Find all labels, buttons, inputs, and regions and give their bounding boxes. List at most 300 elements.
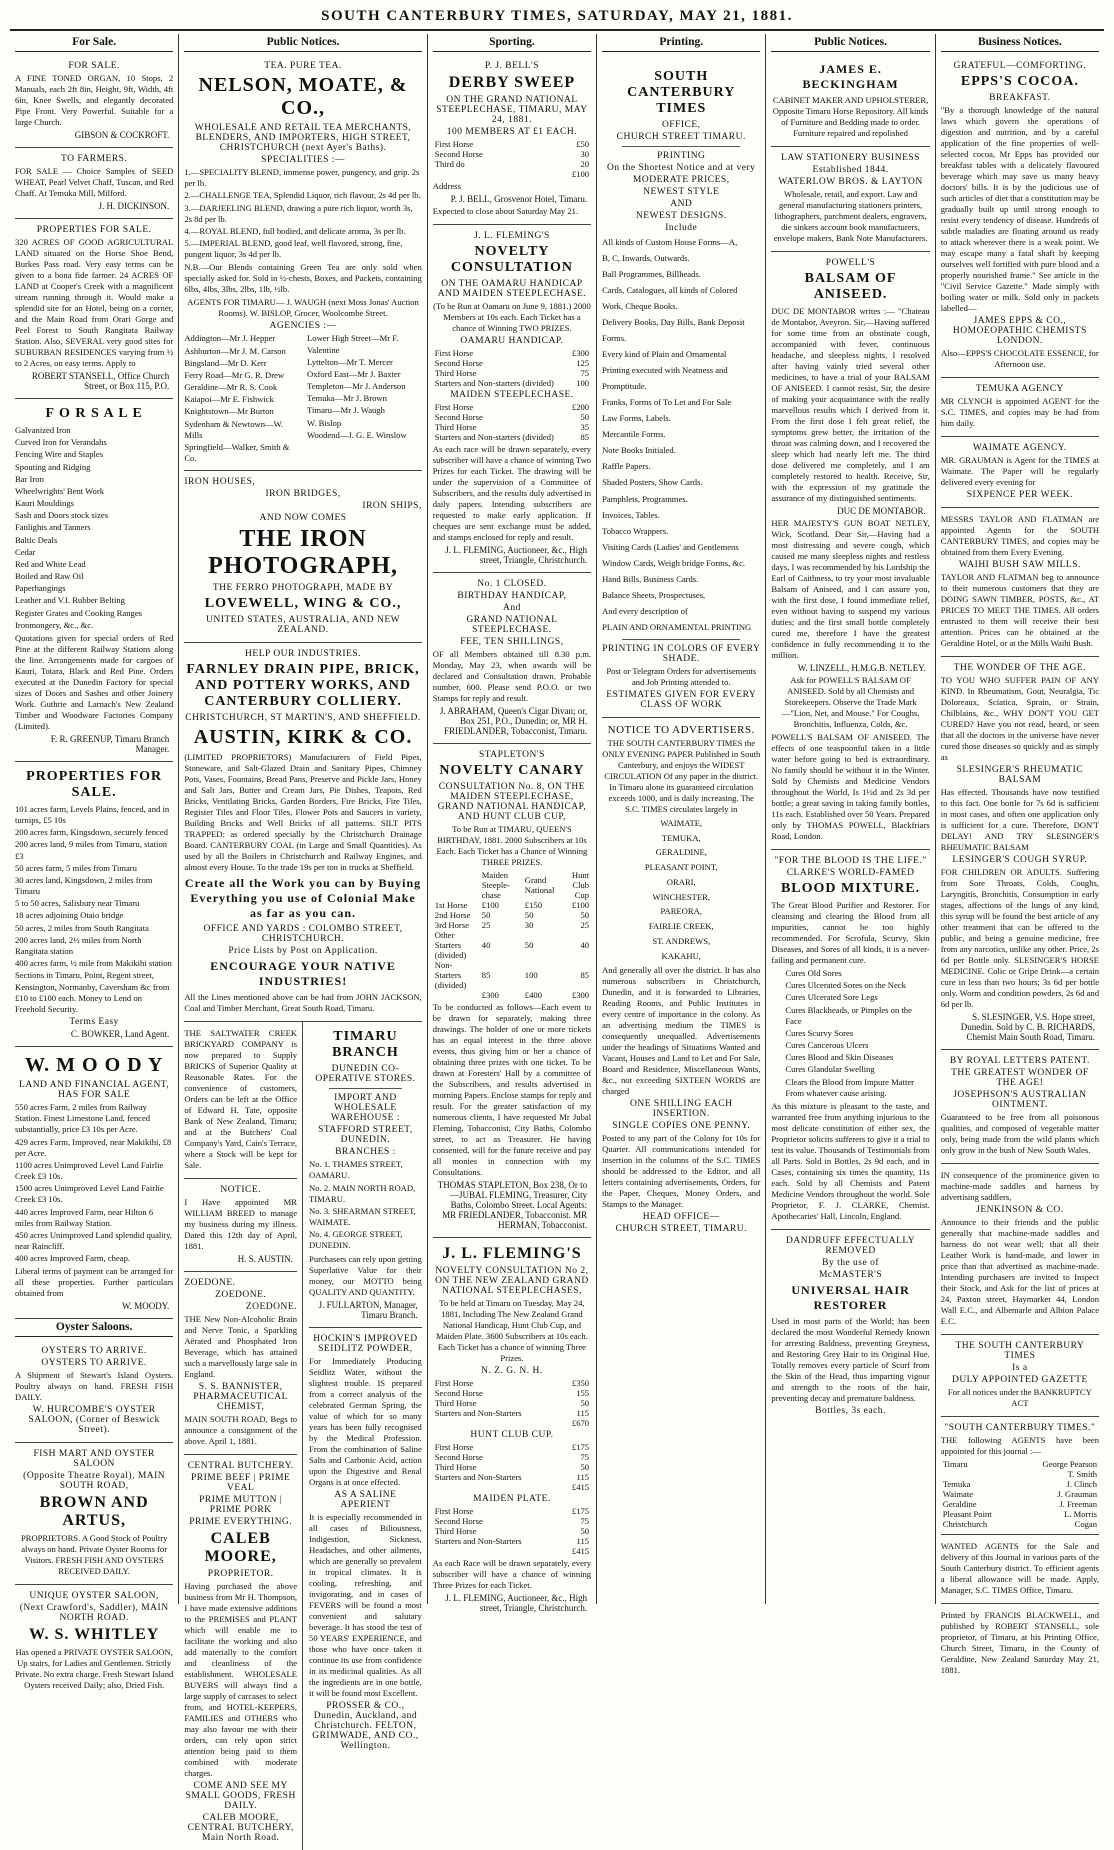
ad-title: TIMARU BRANCH (332, 1029, 399, 1061)
table-cell: £175 (571, 1442, 590, 1452)
list-item: TEMUKA, (661, 832, 701, 843)
table-row (433, 960, 591, 990)
ad-line: ESTIMATES GIVEN FOR EVERY CLASS OF WORK (606, 689, 757, 710)
ad-text: I Have appointed MR WILLIAM BREED to manage my business during my illness. Dated this 12th day of April, 1881. (184, 1197, 298, 1252)
ad-line: BRANCHES : (335, 1147, 396, 1158)
table-row (433, 402, 591, 412)
ad-signature: W. HURCOMBE'S OYSTER SALOON, (Corner of Beswick Street). (28, 1405, 160, 1436)
list-item: 1.—SPECIALITY BLEND, immense power, pungency, and grip. 2s per lb. (184, 167, 420, 189)
ad-text: Wholesale, retail, and export. Law and general manufacturing stationers printers, lithographers, parchment dealers, engravers, die sinkers account book manufacturers, envelope makers, Bank Note Manufacturers. (773, 189, 928, 243)
ad-signature: H. S. AUSTIN. (237, 1254, 294, 1265)
ad-line: Include (665, 223, 698, 233)
ad-agents: AGENTS FOR TIMARU— J. WAUGH (next Moss Jonas' Auction Rooms). W. BISLOP, Grocer, Woolcombe Street. (187, 297, 419, 319)
list-item: Oxford East—Mr J. Baxter (307, 368, 401, 379)
ad-text: Used in most parts of the World; has been declared the most Wonderful Remedy known for arresting Baldness, preventing Greyness, and Restoring Grey Hair to its Original Hue. Totally removes every particle of Scurf from the Skin of the Head, thus imparting vigour and strength to the roots of the hair, preventing decay and premature baldness. (771, 1315, 930, 1403)
table-cell (433, 1546, 561, 1556)
ad-gazette (941, 1335, 1099, 1417)
table-cell: First Horse (434, 1378, 474, 1388)
ad-text: MR CLYNCH is appointed AGENT for the S.C. TIMES, and copies may be had from him daily. (940, 396, 1100, 428)
ad-line: P. J. BELL'S (484, 61, 540, 71)
ad-hockin (309, 1328, 422, 1758)
ad-subtitle: CHRISTCHURCH, ST MARTIN'S, AND SHEFFIELD. (185, 713, 421, 724)
list-item: Fanlights and Tanners (15, 522, 91, 533)
table-cell: 115 (576, 1408, 590, 1418)
ad-mcmasters (771, 1230, 929, 1423)
table-cell: £415 (571, 1546, 590, 1556)
ad-name: JENKINSON & CO. (976, 1205, 1064, 1215)
table-cell: Third Horse (434, 422, 477, 432)
ad-subtitle: (Next Crawford's, Saddler), MAIN NORTH ROAD. (19, 1603, 169, 1624)
ad-text: Quotations given for special orders of Red Pine at the different Railway Stations along the line. Arrangements made for cargoes of Kauri, Totara, Black and Red Pine. Orders executed at the Dunedin Factory for special sizes of Doors and Sashes and other Joinery Work. Guthrie and Larnach's New Zealand Timber and Woodware Factories Company (Limited). (15, 632, 174, 731)
table-cell: 20 (580, 159, 590, 169)
ad-title: UNIQUE OYSTER SALOON, (29, 1591, 159, 1602)
ad-text: Has effected. Thousands have now testified to this fact. One bottle for 7s 6d is sufficient in most cases, and often one application only is sufficient for a cure. Therefore, DON'T DELAY! AND TRY SLESINGER'S RHEUMATIC BALSAM (940, 787, 1100, 852)
ad-line: NEWEST STYLE (643, 187, 720, 197)
ad-name: WATERLOW BROS. & LAYTON (778, 177, 923, 187)
table-header-cell: Hunt Club Cup (571, 870, 590, 900)
table-cell: 30 (524, 920, 534, 930)
ad-slesinger (941, 657, 1099, 1050)
table-cell: £175 (571, 1506, 590, 1516)
table-cell: £100 (571, 900, 590, 910)
table-cell: 75 (580, 1452, 590, 1462)
list-item: 1100 acres Unimproved Level Land Fairlie Creek £3 10s. (15, 1159, 164, 1182)
ad-line: THE FERRO PHOTOGRAPH, MADE BY (212, 583, 394, 594)
table-cell: 25 (481, 920, 491, 930)
ad-title: NOVELTY CANARY (439, 763, 585, 778)
table-cell: £400 (524, 990, 542, 1000)
ad-line: Price Lists by Post on Application. (228, 946, 378, 957)
ad-signature: J. L. FLEMING, Auctioneer, &c., High street, Triangle, Christchurch. (445, 545, 588, 565)
table-cell: Cogan (1074, 1519, 1098, 1529)
table-row (433, 1442, 591, 1452)
ad-text: MR. GRAUMAN is Agent for the TIMES at Waimate. The Paper will be regularly delivered every evening for (940, 455, 1100, 487)
ad-text: "By a thorough knowledge of the natural laws which govern the operations of digestion and nutrition, and by a careful application of the fine properties of well-selected cocoa, Mr Epps has provided our breakfast tables with a delicately flavoured beverage which may save us many heavy doctors' bills. It is by the judicious use of such articles of diet that a constitution may be gradually built up until strong enough to resist every tendency of disease. Hundreds of subtle maladies are floating around us ready to attack wherever there is a weak point. We may escape many a fatal shaft by keeping ourselves well fortified with pure blood and a properly nourished frame." See article in the "Civil Service Gazette." Made simply with boiling water or milk. Sold only in packets labelled— (940, 105, 1100, 313)
list-item: Cures Blood and Skin Diseases (785, 1052, 894, 1063)
table-row (433, 358, 591, 368)
ad-subhead: HUNT CLUB CUP. (470, 1430, 554, 1440)
split-right (309, 1022, 422, 1850)
item-list (309, 1159, 422, 1251)
table-cell: 30 (580, 149, 590, 159)
table-cell: 50 (580, 1398, 590, 1408)
table-cell: 50 (524, 910, 534, 920)
ad-line: AND (670, 199, 693, 209)
ad-text: N.B.—Our Blends containing Green Tea are only sold when specially asked for. Sold in ½-chests, Boxes, and Packets, containing 6lbs, 4lbs, 3lbs, 2lbs, 1lb, ½lb. (184, 262, 422, 295)
ad-text: THE SOUTH CANTERBURY TIMES the ONLY EVENING PAPER Published in South Canterbury, and enjoys the WIDEST CIRCULATION Of any paper in the district. In Timaru alone its guaranteed circulation exceeds 1000, and is daily increasing. The S.C. TIMES circulates largely in (602, 737, 761, 814)
ad-line: ZOEDONE. (184, 1278, 236, 1289)
list-item: PAREORA, (660, 906, 702, 917)
list-item: 50 acres farm, 5 miles from Timaru (15, 862, 137, 873)
item-list (307, 333, 422, 465)
table-cell: First Horse (434, 402, 474, 412)
list-item: WAIMATE, (660, 817, 703, 828)
ad-title: NOTICE. (220, 1185, 262, 1196)
ad-sct-office (602, 55, 760, 718)
ad-text: TO YOU WHO SUFFER PAIN OF ANY KIND. In Rheumatism, Gout, Neuralgia, Tic Doloreaux, Sciatica, Sprain, or Strain, Chilblains, &c., WHY DON'T YOU GET CURED? Have you not read, heard, or seen that all the doctors in the universe have never cured those diseases so quickly and as simply as (940, 675, 1100, 762)
ad-text: POWELL'S BALSAM OF ANISEED. The effects of one teaspoonful taken in a little water before going to bed is extraordinary. No family should be without it in the Winter. Sold by Chemists and Medicine Vendors throughout the World, Is 1½d and 2s 3d per bottle; a great saving in taking family bottles, 11s each. Established over 50 Years. Prepared only by THOMAS POWELL, Blackfriars Road, London. (771, 732, 930, 841)
table-cell: First Horse (434, 1442, 474, 1452)
ad-subtitle: NOVELTY CONSULTATION No 2, ON THE NEW ZEALAND GRAND NATIONAL STEEPLECHASES, (435, 1266, 589, 1296)
table-cell: 115 (576, 1536, 590, 1546)
list-item: 3.—DARJEELING BLEND, drawing a pure rich liquor, worth 3s, 2s 8d per lb. (184, 202, 413, 224)
column-public-notices (179, 34, 427, 1844)
table-row (433, 1452, 591, 1462)
ad-name: BROWN AND ARTUS, (39, 1494, 149, 1530)
table-cell: Third Horse (434, 1398, 477, 1408)
ad-text: Expected to close about Saturday May 21. (432, 206, 579, 216)
ad-line: PRINTING IN COLORS OF EVERY SHADE. (602, 643, 761, 664)
table-cell (433, 1482, 561, 1492)
ad-text: Liberal terms of payment can be arranged for all these properties. Further particulars obtained from (15, 1266, 174, 1299)
table-cell: Starters and Non-Starters (434, 1472, 522, 1482)
table-body (433, 900, 591, 1000)
ad-title: WAIHI BUSH SAW MILLS. (958, 560, 1081, 570)
table-cell: Waimate (942, 1489, 974, 1499)
ad-name: W. S. WHITLEY (28, 1626, 160, 1644)
list-item: Visiting Cards (Ladies' and Gentlemens (602, 541, 739, 552)
ad-text: (To be Run at Oamaru on June 9, 1881.) 2000 Members at 10s each. Each Ticket has a chance of Winning TWO PRIZES. (433, 301, 591, 333)
list-item: Baltic Deals (15, 534, 58, 545)
ad-title: WAIMATE AGENCY. (972, 443, 1067, 453)
ad-line: IRON SHIPS, (362, 501, 422, 512)
ad-signature: W. LINZELL, H.M.G.B. NETLEY. (797, 663, 926, 673)
table-cell: T. Smith (1067, 1469, 1098, 1479)
ad-line: No. 1 CLOSED. (477, 579, 547, 589)
list-item: Shaded Posters, Show Cards. (602, 477, 703, 488)
ad-signature: J. ABRAHAM, Queen's Cigar Divan; or, Box 251, P.O., Dunedin; or, MR H. FRIEDLANDER, Tobacconist, Timaru. (439, 706, 588, 736)
ad-subtitle: ON THE GRAND NATIONAL STEEPLECHASE, TIMARU, MAY 24, 1881. (436, 95, 588, 125)
list-item: 101 acres farm, Levels Plains, fenced, and in turnips, £5 10s (15, 803, 170, 826)
ad-temuka-agency (941, 378, 1099, 437)
agents-table (941, 1459, 1099, 1529)
table-cell: Second Horse (434, 1452, 483, 1462)
ad-line: CLARKE'S WORLD-FAMED (786, 868, 915, 878)
table-cell: 100 (524, 970, 538, 980)
ad-subhead: N. Z. G. N. H. (481, 1366, 543, 1376)
ad-text: Guaranteed to be free from all poisonous qualities, and composed of vegetable matter only, being made from the wild plants which only grow in the bush of New South Wales. (940, 1112, 1100, 1155)
item-list (15, 425, 173, 631)
prize-table (433, 1442, 591, 1492)
table-cell: 2nd Horse (434, 910, 471, 920)
ad-jenkinson (941, 1164, 1099, 1335)
ad-text: Post or Telegram Orders for advertisements and Job Printing attended to. (606, 665, 757, 687)
table-row (433, 412, 591, 422)
ad-line: OFFICE, (661, 120, 701, 130)
ad-organ (15, 55, 173, 148)
ad-text: To be conducted as follows—Each event to be drawn for separately, making three drawings. The holder of one or more tickets has an equal interest in the three above events, thus giving him or her a chance of obtaining three prizes with one ticket. To be drawn at Foresters' Hall by a committee of the Subscribers, and results advertised in morning Papers. Enclose stamps for reply and result. For the greater satisfaction of my numerous clients, I have requested Mr Jubal Fleming, Tobacconist, City Baths, Colombo street, to act as Treasurer. He having consented, will for the future receive and pay all monies in connection with my Consultations. (432, 1002, 592, 1177)
ad-line: On the Shortest Notice and at very (607, 163, 756, 173)
table-row (433, 900, 591, 910)
list-item: Cures Old Sores (785, 968, 842, 978)
ad-properties (15, 219, 173, 399)
ad-subhead: AS A SALINE APERIENT (334, 1489, 397, 1510)
ad-derby-sweep (433, 55, 591, 225)
item-list (184, 167, 421, 260)
section-header: Oyster Saloons. (15, 1319, 173, 1337)
table-cell: £100 (571, 169, 590, 179)
ad-text: DUC DE MONTABOR writes :— "Chateau de Montabor, Aveyron. Sir,—Having suffered for some time from an obstinate cough, accompanied with fever, continuous headache, and sleepless nights, I resolved after having vainly tried several other medicines, to have a trial of your BALSAM OF ANISEED. I cannot resist, Sir, the desire of making your acquaintance with the really marvellous results which I derived from it. From the first dose I felt great relief, the symptoms grew better, the irritation of the throat was calming down, and I recovered the sleep which had nearly left me. The third dose delivered me completely, and I am completely restored to health. Receive, Sir, with the expression of my gratitude the assurance of my distinguished sentiments. (771, 306, 930, 503)
ad-text: For all notices under the BANKRUPTCY ACT (947, 1387, 1092, 1408)
ad-text: TAYLOR AND FLATMAN beg to announce to their numerous customers that they are DOING SAWN TIMBER, POSTS, &c., AT PRICES TO MEET THE TIMES. All orders entrusted to them will receive their best attention. Prices can be obtained at the Geraldine Hotel, or at the Mills Waihi Bush. (940, 572, 1100, 648)
ad-title: EPPS'S COCOA. (960, 74, 1079, 89)
ad-text: (LIMITED PROPRIETORS) Manufacturers of Field Pipes, Stoneware, and Salt-Glazed Drain and Sanitary Pipes, Chimney Pots, Vases, Fountains, Bread Pans, Preserve and Pickle Jars, Honey and Salt Jars, Butter and Cream Jars, Pie Dishes, Teapots, Red Bricks, Ventilating Bricks, Garden Borders, Fire Bricks, Fire Tiles, Register Tiles and Floor Tiles, Flower Pots and Saucers in variety, Building Bricks and Well Bricks of all patterns. SILT PITS TRAPPED: as ordered specially by the Christchurch Drainage Board. CANTERBURY COAL (in Large and Small Quantities). As used by all the Boilers in Christchurch and Railway Engines, and almost every House. To the trade 19s per ton in trucks at Sheffield. (184, 752, 422, 873)
ad-hurcombe (15, 1340, 173, 1443)
ad-text: As this mixture is pleasant to the taste, and warranted free from anything injurious to the most delicate constitution of either sex, the Proprietor solicits sufferers to give it a trial to test its value. Thousands of Testimonials from all Parts. Sold in Bottles, 2s 9d each, and in Cases, containing six times the quantity, 11s each. Sold by all Chemists and Patent Medicine Vendors throughout the world. Sole Proprietor, F. J. CLARKE, Chemist. Apothecaries' Hall, Lincoln, England. (771, 1100, 930, 1221)
ad-line: PROPRIETOR. (207, 1569, 274, 1580)
table-cell: 50 (580, 910, 590, 920)
table-header-cell: Grand National (524, 875, 555, 895)
ad-wanted-agents (941, 1535, 1099, 1604)
table-cell: 85 (481, 970, 491, 980)
table-cell: Second Horse (434, 1516, 483, 1526)
list-item: ORARI, (666, 876, 696, 887)
table-cell: 40 (481, 940, 491, 950)
ad-line: CHURCH STREET TIMARU. (616, 132, 746, 142)
list-item: Hand Bills, Business Cards. (602, 573, 699, 584)
list-item: Note Books Initialed. (602, 445, 676, 456)
list-item: Invoices, Tables. (602, 509, 660, 520)
ad-central-butchery (184, 1455, 297, 1850)
list-item: 550 acres Farm, 2 miles from Railway Station. Finest Limestone Land, fenced substantially, price £3 10s per Acre. (15, 1102, 151, 1135)
ad-line: McMASTER'S (818, 1269, 883, 1280)
table-cell: Second Horse (434, 412, 483, 422)
table-row (433, 1482, 591, 1492)
list-item: Geraldine—Mr R. S. Cook (184, 382, 278, 393)
ad-clarkes-blood (771, 850, 929, 1230)
table-cell: 50 (481, 910, 491, 920)
split-row (184, 1022, 421, 1850)
list-item: 30 acres land, Kingsdown, 2 miles from Timaru (15, 874, 153, 897)
agencies (184, 333, 421, 465)
list-item: Boiled and Raw Oil (15, 571, 84, 582)
table-cell: £150 (524, 900, 542, 910)
table-cell: Second Horse (434, 358, 483, 368)
table-cell: Other Starters (divided) (434, 930, 467, 960)
table-cell: Christchurch (942, 1519, 988, 1529)
table-cell: £100 (481, 900, 499, 910)
ad-line: Established 1844. (812, 165, 889, 175)
column-public-notices-2 (766, 34, 935, 1604)
table-row (433, 1546, 591, 1556)
ad-title: FISH MART AND OYSTER SALOON (33, 1449, 155, 1470)
list-item: Promptitude. (602, 381, 647, 392)
ad-line: HELP OUR INDUSTRIES. (245, 649, 362, 660)
ad-signature: C. BOWKER, Land Agent. (70, 1029, 170, 1040)
table-cell: £50 (576, 139, 590, 149)
ad-slogan: Create all the Work you can by Buying Everything you use of Colonial Make as far as you can. (184, 876, 422, 921)
item-list (15, 804, 173, 1015)
prize-table-canary (433, 870, 591, 1000)
ad-line: DULY APPOINTED GAZETTE (951, 1375, 1088, 1385)
list-item: Franks, Forms of To Let and For Sale (602, 397, 732, 408)
ad-text: A FINE TONED ORGAN, 10 Stops, 2 Manuals, each 2ft 8in, Height, 9ft, Width, 4ft 6in, Knee Swells, and elegantly decorated Pipe Front. Very Powerful. Suitable for a large Church. (15, 73, 174, 127)
list-item: Cures Blackheads, or Pimples on the Face (785, 1004, 912, 1026)
table-row (433, 432, 591, 442)
split-left (184, 1022, 303, 1850)
table-cell: J. Freeman (1059, 1499, 1098, 1509)
ad-name: LOVEWELL, WING & CO., (204, 596, 402, 612)
list-item: 4.—ROYAL BLEND, full bodied, and delicate aroma, 3s per lb. (184, 225, 406, 236)
ad-line: J. L. FLEMING'S (474, 231, 550, 241)
list-item: Sydenham & Newtown—W. Mills (184, 418, 284, 440)
list-item: Lower High Street—Mr F. Valentine (307, 333, 399, 355)
list-item: Cures Cancerous Ulcers (785, 1040, 869, 1051)
ad-name: CALEB MOORE, (204, 1530, 277, 1566)
table-row (433, 1462, 591, 1472)
table-cell: £350 (571, 1378, 590, 1388)
list-item: PLEASANT POINT, (644, 862, 718, 873)
list-item: Pamphlets, Programmes. (602, 493, 688, 504)
table-cell: 115 (576, 1472, 590, 1482)
list-item: Cures Scurvy Sores (785, 1027, 854, 1038)
ad-line: SINGLE COPIES ONE PENNY. (612, 1121, 751, 1132)
table-row (941, 1459, 1099, 1469)
ad-line: BREAKFAST. (989, 93, 1051, 103)
ad-signature: J. FULLARTON, Manager, Timaru Branch. (318, 1299, 418, 1320)
table-cell (941, 1469, 1016, 1479)
ad-text: THE New Non-Alcoholic Brain and Nerve Tonic, a Sparkling Aërated and Phosphated Iron Beverage, which has attained such a marvellously large sale in England. (184, 1314, 298, 1380)
ad-text: Having purchased the above business from Mr H. Thompson, I have made extensive additions to the PREMISES and PLANT which will enable me to facilitate the working and also add materially to the comfort and cleanliness of the establishment. WHOLESALE BUYERS will always find a large supply of carcases to select from, and HOTEL-KEEPERS, FAMILIES and OTHERS who may also favour me with their orders, can rely upon strict attention being paid to them combined with moderate charges. (184, 1581, 298, 1779)
prize-table (433, 402, 591, 442)
table-cell: L. Morris (1064, 1509, 1098, 1519)
ad-title: OYSTERS TO ARRIVE. (41, 1358, 147, 1369)
table-row (941, 1479, 1099, 1489)
list-item: Fencing Wire and Staples (15, 449, 104, 460)
list-item: 50 acres, 2 miles from South Rangitata (15, 922, 149, 933)
table-cell: Temuka (942, 1479, 971, 1489)
ad-title: TO FARMERS. (60, 154, 128, 164)
list-item: Leather and V.I. Rubber Belting (15, 595, 125, 606)
list-item: No. 3. SHEARMAN STREET, WAIMATE. (309, 1205, 416, 1228)
list-item: 5.—IMPERIAL BLEND, good leaf, well flavored, strong, fine, pungent liquor, 3s 4d per lb. (184, 238, 403, 260)
ad-title: JAMES E. BECKINGHAM (802, 62, 899, 91)
prize-table (433, 139, 591, 179)
list-item: Printing executed with Neatness and (602, 365, 728, 376)
prize-table (433, 1506, 591, 1556)
ad-subtitle: LAND AND FINANCIAL AGENT, HAS FOR SALE (19, 1080, 170, 1101)
ad-text: Announce to their friends and the public generally that machine-made saddles and harness do not wear well; that all their Leather Work is hand-made, and lower in price than that advertised as machine-made. Intending purchasers are invited to Inspect their Stock, and Ask for the list of prices at 24, Paxton street, Haymarket 44, London Wall E.C., and Albemarle and Albion Palace E.C. (940, 1217, 1100, 1326)
ad-text: All the Lines mentioned above can be had from JOHN JACKSON, Coal and Timber Merchant, Great South Road, Timaru. (184, 992, 422, 1014)
list-item: B, C, Inwards, Outwards. (602, 253, 690, 264)
ad-agents (941, 1417, 1099, 1535)
table-row (433, 990, 591, 1000)
table-cell: Starters and Non-Starters (434, 1408, 522, 1418)
list-item: Cures Glandular Swelling (785, 1064, 875, 1075)
ad-line: IMPORT AND WHOLESALE WAREHOUSE : (330, 1093, 400, 1124)
table-cell: First Horse (434, 1506, 474, 1516)
ad-title: CENTRAL BUTCHERY. (187, 1461, 294, 1472)
table-row (433, 1506, 591, 1516)
table-cell: 1st Horse (434, 900, 468, 910)
ad-signature: DUC DE MONTABOR. (837, 506, 926, 516)
list-item: Templeton—Mr J. Anderson (307, 381, 406, 392)
ad-subtitle: (Opposite Theatre Royal), MAIN SOUTH ROAD, (23, 1471, 166, 1492)
ad-line: FEE, TEN SHILLINGS, (460, 637, 564, 647)
ad-text: FOR SALE — Choice Samples of SEED WHEAT, Pearl Velvet Chaff, Tuscan, and Red Chaff. At Temuka Mill, Milford. (15, 166, 174, 198)
ad-line: IRON BRIDGES, (265, 489, 341, 500)
ad-line: ZOEDONE. (215, 1290, 267, 1301)
list-item: No. 2. MAIN NORTH ROAD, TIMARU. (309, 1182, 416, 1204)
table-cell: 35 (580, 422, 590, 432)
table-cell: Non-Starters (divided) (434, 960, 467, 990)
list-item: Tobacco Wrappers. (602, 525, 669, 536)
imprint (941, 1604, 1099, 1683)
list-item: Cures Ulcerated Sores on the Neck (785, 980, 906, 991)
divider (622, 639, 740, 640)
ad-josephson (941, 1050, 1099, 1164)
list-item: No. 1. THAMES STREET, OAMARU. (309, 1159, 403, 1181)
ad-line: IRON HOUSES, (184, 477, 256, 488)
table-cell: Starters and Non-Starters (434, 1536, 522, 1546)
terms: Terms Easy (69, 1017, 119, 1028)
ad-text: Has opened a PRIVATE OYSTER SALOON, Up stairs, for Ladies and Gentlemen. Strictly Private. No extra charge. Fresh Stewart Island Oysters received Daily; also, Dried Fish. (15, 1647, 174, 1691)
table-cell: £200 (571, 402, 590, 412)
ad-line: 100 MEMBERS AT £1 EACH. (446, 127, 578, 137)
list-item: WINCHESTER, (652, 891, 711, 902)
ad-line: GRAND NATIONAL STEEPLECHASE. (466, 615, 558, 635)
table-cell: Geraldine (942, 1499, 977, 1509)
list-item: 440 acres Improved Farm, near Hilton 6 miles from Railway Station. (15, 1206, 154, 1228)
columns (10, 34, 1104, 1844)
divider (329, 1088, 402, 1089)
prize-table (433, 1378, 591, 1428)
list-item: Sections in Timaru, Point, Regent street, Kensington, Normanby, Caversham &c from £10 to £100 each. Money to Lend on Freehold Security. (15, 970, 170, 1014)
ad-text: To be Run at TIMARU, QUEEN'S BIRTHDAY, 1881. 2000 Subscribers at 10s Each. Each Ticket has a Chance of Winning THREE PRIZES. (436, 824, 588, 867)
ad-title: PROPERTIES FOR SALE. (26, 768, 163, 800)
ad-line: AND NOW COMES (259, 513, 347, 524)
list-item: No. 4. GEORGE STREET, DUNEDIN. (309, 1229, 403, 1251)
ad-title: "SOUTH CANTERBURY TIMES." (944, 1423, 1096, 1433)
table-cell: Second Horse (434, 149, 483, 159)
ad-fleming-national (433, 1238, 591, 1620)
table-row (433, 139, 591, 149)
table-cell: 155 (576, 1388, 590, 1398)
ad-line: Is a (1012, 1363, 1028, 1373)
ad-signature: PROSSER & CO., Dunedin, Auckland, and Christchurch. FELTON, GRIMWADE, AND CO., Wellington. (312, 1700, 419, 1751)
ad-powells-balsam (771, 252, 929, 850)
ad-signature: W. MOODY. (122, 1301, 170, 1312)
list-item: Sash and Doors stock sizes (15, 510, 109, 521)
ad-notice-advertisers (602, 718, 760, 1242)
table-row (433, 1418, 591, 1428)
table-cell: 125 (576, 358, 590, 368)
list-item: Kaiapoi—Mr E. Fishwick (184, 394, 274, 405)
list-item: Balance Sheets, Prospectuses, (602, 589, 706, 600)
ad-title: FOR SALE. (68, 61, 120, 71)
ad-text: A Shipment of Stewart's Island Oysters. Poultry always on hand. FRESH FISH DAILY. (15, 1370, 174, 1403)
ad-zoedone (184, 1272, 297, 1455)
list-item: 400 acres farm, ½ mile from Makikihi station (15, 958, 172, 969)
list-item: FAIRLIE CREEK, (648, 921, 714, 932)
table-cell: Second Horse (434, 1388, 483, 1398)
ad-line: ZOEDONE. (245, 1302, 298, 1313)
table-cell: First Horse (434, 139, 474, 149)
ad-text: MESSRS TAYLOR AND FLATMAN are appointed Agents for the SOUTH CANTERBURY TIMES, and copies may be obtained from them Every Evening. (940, 514, 1100, 557)
table-row (433, 368, 591, 378)
ad-brickyard (184, 1022, 297, 1179)
masthead: SOUTH CANTERBURY TIMES, SATURDAY, MAY 21, 1881. (10, 8, 1104, 31)
ad-text: WANTED AGENTS for the Sale and delivery of this Journal in various parts of the South Canterbury district. To efficient agents a liberal allowance will be made. Apply, Manager, S.C. TIMES Office, Timaru. (940, 1541, 1100, 1595)
ad-text: MAIN SOUTH ROAD, Begs to announce a consignment of the above. April 1, 1881. (184, 1414, 298, 1447)
table-row (433, 1378, 591, 1388)
table-cell: Third do (434, 159, 465, 169)
list-item: Delivery Books, Day Bills, Bank Deposit (602, 317, 745, 328)
table-cell: 50 (580, 412, 590, 422)
table-cell: 85 (580, 970, 590, 980)
ad-line: POWELL'S (825, 258, 876, 268)
ad-iron-photograph (184, 471, 421, 643)
